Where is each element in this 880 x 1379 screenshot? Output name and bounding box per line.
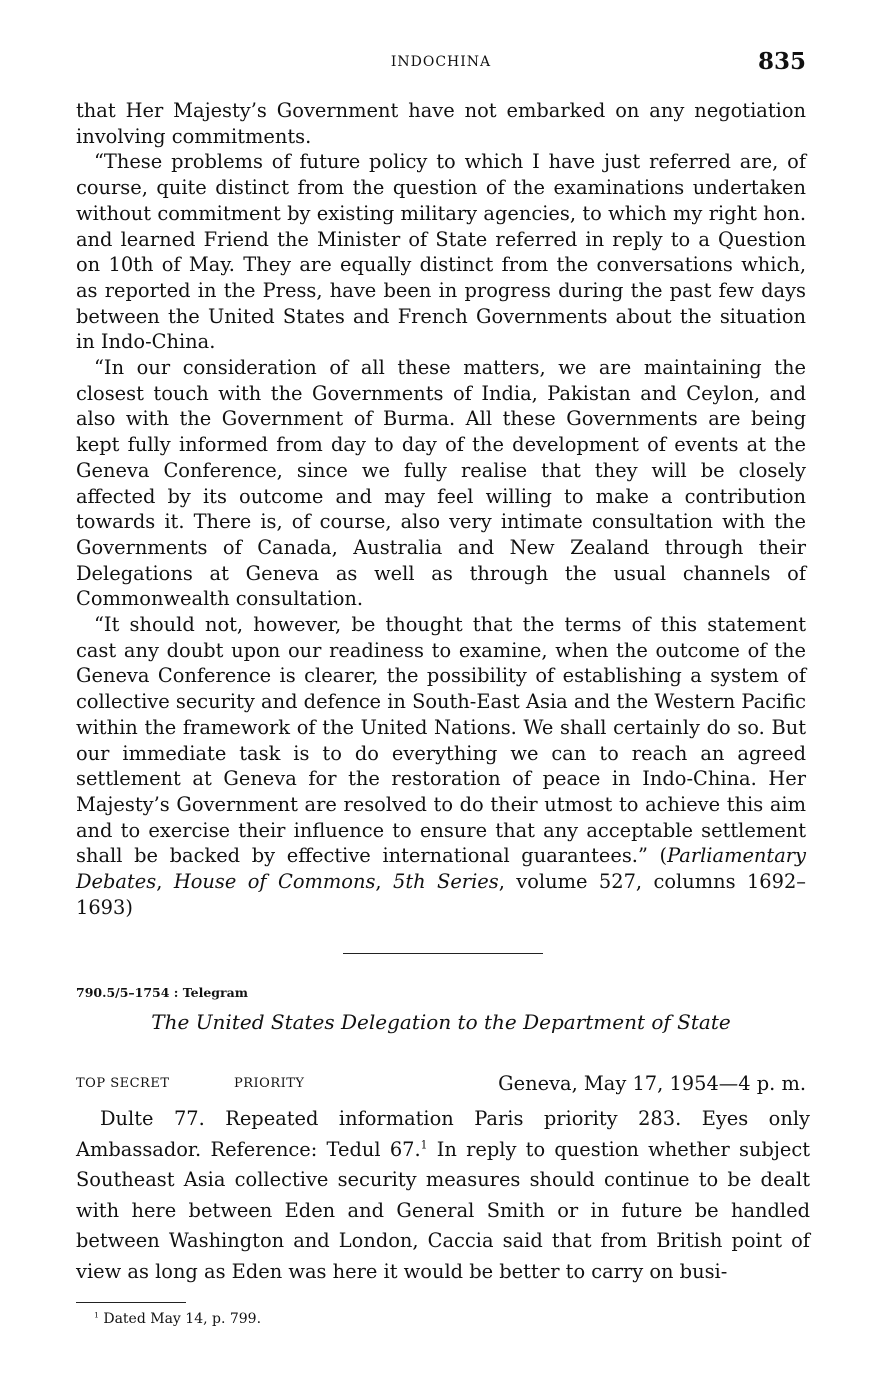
document-id: 790.5/5–1754 : Telegram [76,985,248,1000]
classification-line [76,1072,806,1100]
precedence-label: PRIORITY [234,1076,305,1091]
citation-separator: , [156,870,174,894]
section-divider [343,953,543,954]
citation-source: Parliamentary Debates [76,844,806,894]
quote-paragraph: “In our consideration of all these matters, we are maintaining the closest touch with the Governments of India, Pakistan and Ceylon, and also with the Government of Burma. All these Governments are being kept fully informed from day to day of the development of events at the Geneva Conference, since we fully realise that they will be closely affected by its outcome and may feel willing to make a contribution towards it. There is, of course, also very intimate consultation with the Governments of Canada, Australia and New Zealand through their Delegations at Geneva as well as through the usual channels of Commonwealth consultation. [76,356,806,611]
quoted-statement [76,98,806,921]
quote-paragraph-last [76,612,806,920]
quote-text: “It should not, however, be thought that the terms of this statement cast any doubt upon our readiness to examine, when the outcome of the Geneva Conference is clearer, the possibility of establishing a system of collective security and defence in South-East Asia and the Western Pacific within the framework of the United Nations. We shall certainly do so. But our immediate task is to do everything we can to reach an agreed settlement at Geneva for the restoration of peace in Indo-China. Her Majesty’s Government are resolved to do their utmost to achieve this aim and to exercise their influence to ensure that any acceptable settlement shall be backed by effective international guarantees.” ( [76,613,806,868]
running-head: INDOCHINA [390,54,492,70]
body-text-part: In reply to question whether subject Southeast Asia collective security measures should continue to be dealt with here between Eden and General Smith or in future be handled between Washington and London, Caccia said that from British point of view as long as Eden was here it would be better to carry on busi- [76,1137,810,1283]
quote-paragraph: that Her Majesty’s Government have not embarked on any negotiation involving commitments. [76,99,806,148]
citation-series: 5th Series [393,870,499,894]
page-number: 835 [757,48,806,75]
footnote [94,1311,261,1327]
footnote-marker[interactable]: 1 [420,1138,428,1152]
citation-separator: , [375,870,393,894]
document-title: The United States Delegation to the Department of State [151,1010,731,1034]
place-date: Geneva, May 17, 1954—4 p. m. [498,1072,806,1095]
footnote-text: Dated May 14, p. 799. [98,1311,262,1327]
quote-paragraph: “These problems of future policy to which I have just referred are, of course, quite distinct from the question of the examinations undertaken without commitment by existing military agencies, to which my right hon. and learned Friend the Minister of State referred in reply to a Question on 10th of May. They are equally distinct from the conversations which, as reported in the Press, have been in progress during the past few days between the United States and French Governments about the situation in Indo-China. [76,150,806,354]
body-paragraph [76,1104,810,1287]
footnote-divider [76,1302,186,1303]
citation-tail: , volume 527, columns 1692–1693) [76,870,807,919]
page-header [76,50,806,78]
citation-house: House of Commons [173,870,376,894]
classification-label: TOP SECRET [76,1076,170,1091]
body-text-part: Dulte 77. Repeated information Paris priority 283. Eyes only Ambassador. Reference: Tedul 67. [76,1107,810,1161]
footnote-number: 1 [94,1310,99,1320]
telegram-body [76,1104,810,1287]
